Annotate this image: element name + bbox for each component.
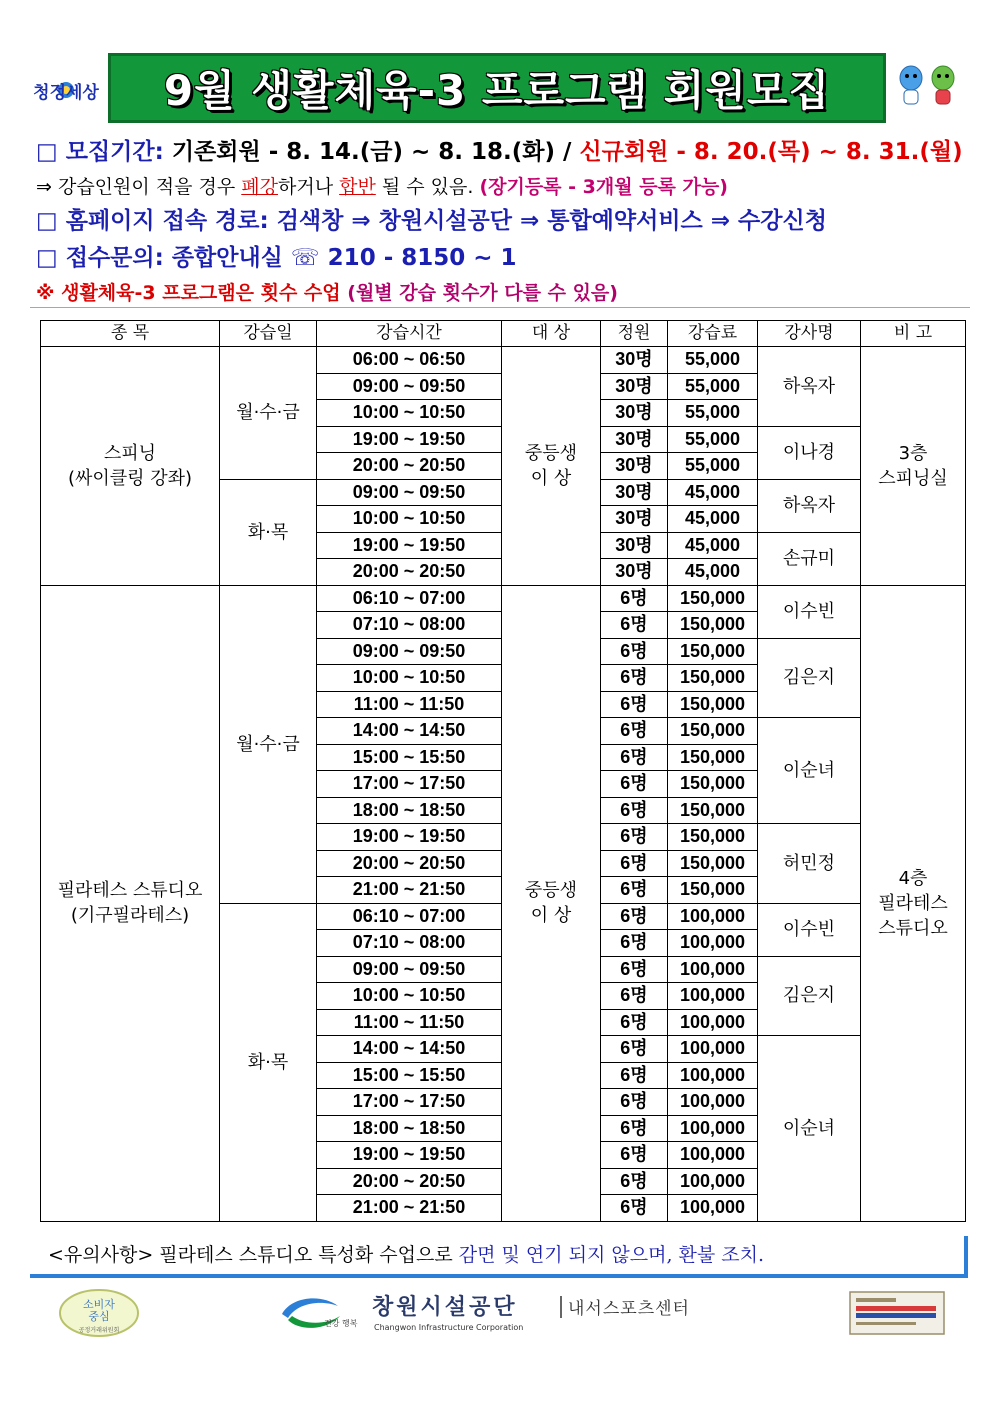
capacity: 6명: [601, 691, 668, 718]
capacity: 6명: [601, 1009, 668, 1036]
class-time: 10:00 ~ 10:50: [317, 400, 502, 427]
badge-sub: 공정거래위원회: [78, 1327, 120, 1334]
instructor: 하옥자: [758, 347, 861, 427]
recruit-period: □ 모집기간: 기존회원 - 8. 14.(금) ~ 8. 18.(화) / 신규회원 - 8. 20.(목) ~ 8. 31.(월): [36, 139, 963, 165]
class-time: 10:00 ~ 10:50: [317, 983, 502, 1010]
capacity: 6명: [601, 1115, 668, 1142]
badge-text-line2: 중심: [88, 1310, 110, 1323]
fee: 55,000: [668, 453, 758, 480]
class-time: 10:00 ~ 10:50: [317, 506, 502, 533]
capacity: 6명: [601, 983, 668, 1010]
col-header: 강습시간: [317, 321, 502, 347]
class-time: 14:00 ~ 14:50: [317, 718, 502, 745]
capacity: 6명: [601, 744, 668, 771]
class-time: 20:00 ~ 20:50: [317, 850, 502, 877]
fee: 150,000: [668, 638, 758, 665]
class-time: 06:10 ~ 07:00: [317, 585, 502, 612]
class-time: 14:00 ~ 14:50: [317, 1036, 502, 1063]
instructor: 이순녀: [758, 718, 861, 824]
class-time: 10:00 ~ 10:50: [317, 665, 502, 692]
fee: 150,000: [668, 744, 758, 771]
fee: 100,000: [668, 1195, 758, 1222]
fee: 45,000: [668, 506, 758, 533]
contact-info: □ 접수문의: 종합안내실 ☏ 210 - 8150 ~ 1: [36, 245, 517, 271]
org-name: 창원시설공단: [372, 1295, 518, 1320]
fee: 100,000: [668, 1009, 758, 1036]
capacity: 6명: [601, 1168, 668, 1195]
instructor: 이수빈: [758, 585, 861, 638]
class-time: 17:00 ~ 17:50: [317, 1089, 502, 1116]
table-row: [41, 347, 966, 374]
capacity: 6명: [601, 877, 668, 904]
fee: 150,000: [668, 585, 758, 612]
class-time: 11:00 ~ 11:50: [317, 1009, 502, 1036]
fee: 55,000: [668, 373, 758, 400]
fee: 55,000: [668, 347, 758, 374]
instructor: 허민정: [758, 824, 861, 904]
capacity: 30명: [601, 506, 668, 533]
capacity: 6명: [601, 665, 668, 692]
fee: 100,000: [668, 1062, 758, 1089]
fee: 150,000: [668, 612, 758, 639]
class-days: 월·수·금: [220, 347, 317, 480]
location-note: 4층 필라테스 스튜디오: [861, 585, 966, 1221]
instructor: 김은지: [758, 956, 861, 1036]
cheongjeong-logo: [30, 62, 102, 118]
notice-highlight: 감면 및 연기 되지 않으며, 환불 조치.: [458, 1244, 765, 1266]
program-name: 스피닝 (싸이클링 강좌): [41, 347, 220, 586]
class-time: 17:00 ~ 17:50: [317, 771, 502, 798]
fee: 100,000: [668, 1089, 758, 1116]
instructor: 손규미: [758, 532, 861, 585]
col-header: 강습일: [220, 321, 317, 347]
col-header: 비 고: [861, 321, 966, 347]
capacity: 6명: [601, 956, 668, 983]
class-time: 20:00 ~ 20:50: [317, 1168, 502, 1195]
schedule-table: [40, 320, 966, 1222]
capacity: 6명: [601, 771, 668, 798]
capacity: 6명: [601, 718, 668, 745]
fee: 45,000: [668, 559, 758, 586]
fee: 100,000: [668, 903, 758, 930]
capacity: 6명: [601, 903, 668, 930]
class-time: 11:00 ~ 11:50: [317, 691, 502, 718]
certification-badge: [848, 1290, 946, 1336]
program-name: 필라테스 스튜디오 (기구필라테스): [41, 585, 220, 1221]
page-title: 9월 생활체육-3 프로그램 회원모집: [163, 66, 831, 115]
fee: 100,000: [668, 930, 758, 957]
fee: 55,000: [668, 426, 758, 453]
target-group: 중등생 이 상: [502, 347, 601, 586]
capacity: 6명: [601, 797, 668, 824]
fee: 45,000: [668, 479, 758, 506]
left-logo-text: 청정세상: [33, 83, 99, 103]
class-time: 09:00 ~ 09:50: [317, 373, 502, 400]
fee: 150,000: [668, 718, 758, 745]
instructor: 이수빈: [758, 903, 861, 956]
class-time: 21:00 ~ 21:50: [317, 1195, 502, 1222]
class-time: 19:00 ~ 19:50: [317, 532, 502, 559]
class-time: 19:00 ~ 19:50: [317, 426, 502, 453]
fee: 150,000: [668, 771, 758, 798]
class-time: 19:00 ~ 19:50: [317, 824, 502, 851]
capacity: 30명: [601, 453, 668, 480]
capacity: 30명: [601, 559, 668, 586]
class-time: 07:10 ~ 08:00: [317, 930, 502, 957]
class-time: 15:00 ~ 15:50: [317, 1062, 502, 1089]
class-time: 21:00 ~ 21:50: [317, 877, 502, 904]
fee: 45,000: [668, 532, 758, 559]
fee: 150,000: [668, 691, 758, 718]
capacity: 6명: [601, 585, 668, 612]
col-header: 강사명: [758, 321, 861, 347]
fee: 100,000: [668, 983, 758, 1010]
fee: 100,000: [668, 1142, 758, 1169]
center-name: 내서스포츠센터: [568, 1299, 690, 1319]
class-time: 09:00 ~ 09:50: [317, 956, 502, 983]
class-time: 07:10 ~ 08:00: [317, 612, 502, 639]
fee: 100,000: [668, 1115, 758, 1142]
class-time: 18:00 ~ 18:50: [317, 797, 502, 824]
capacity: 6명: [601, 1142, 668, 1169]
class-size-note: ⇒ 강습인원이 적을 경우 폐강하거나 합반 될 수 있음. (장기등록 - 3개월 등록 가능): [36, 176, 728, 198]
fee: 100,000: [668, 1036, 758, 1063]
fee: 100,000: [668, 956, 758, 983]
capacity: 6명: [601, 1062, 668, 1089]
capacity: 30명: [601, 400, 668, 427]
capacity: 6명: [601, 612, 668, 639]
class-time: 19:00 ~ 19:50: [317, 1142, 502, 1169]
slogan-text: 건강 행복: [324, 1319, 358, 1328]
class-time: 18:00 ~ 18:50: [317, 1115, 502, 1142]
fee: 55,000: [668, 400, 758, 427]
homepage-path: □ 홈페이지 접속 경로: 검색창 ⇒ 창원시설공단 ⇒ 통합예약서비스 ⇒ 수강신청: [36, 208, 827, 234]
table-header-row: [41, 321, 966, 347]
table-row: [41, 585, 966, 612]
consumer-centered-badge: [58, 1288, 140, 1338]
capacity: 6명: [601, 850, 668, 877]
class-time: 06:10 ~ 07:00: [317, 903, 502, 930]
class-time: 09:00 ~ 09:50: [317, 638, 502, 665]
capacity: 6명: [601, 1036, 668, 1063]
col-header: 종 목: [41, 321, 220, 347]
fee: 150,000: [668, 824, 758, 851]
location-note: 3층 스피닝실: [861, 347, 966, 586]
info-section: [36, 134, 966, 309]
col-header: 정원: [601, 321, 668, 347]
col-header: 강습료: [668, 321, 758, 347]
badge-text-line1: 소비자: [83, 1298, 115, 1311]
capacity: 30명: [601, 532, 668, 559]
capacity: 30명: [601, 373, 668, 400]
org-english: Changwon Infrastructure Corporation: [374, 1323, 524, 1332]
instructor: 김은지: [758, 638, 861, 718]
changwon-corp-logo: [278, 1288, 718, 1338]
title-banner: [108, 53, 886, 123]
capacity: 6명: [601, 824, 668, 851]
class-days: 화·목: [220, 903, 317, 1221]
class-time: 06:00 ~ 06:50: [317, 347, 502, 374]
target-group: 중등생 이 상: [502, 585, 601, 1221]
capacity: 6명: [601, 1195, 668, 1222]
class-days: 화·목: [220, 479, 317, 585]
capacity: 30명: [601, 426, 668, 453]
fee: 100,000: [668, 1168, 758, 1195]
fee: 150,000: [668, 850, 758, 877]
class-time: 20:00 ~ 20:50: [317, 453, 502, 480]
class-time: 15:00 ~ 15:50: [317, 744, 502, 771]
capacity: 6명: [601, 930, 668, 957]
class-time: 09:00 ~ 09:50: [317, 479, 502, 506]
fee: 150,000: [668, 665, 758, 692]
session-warning: ※ 생활체육-3 프로그램은 횟수 수업 (월별 강습 횟수가 다를 수 있음): [36, 282, 618, 304]
notice-text: <유의사항> 필라테스 스튜디오 특성화 수업으로: [48, 1244, 459, 1266]
instructor: 하옥자: [758, 479, 861, 532]
mascot-icon: [893, 60, 963, 108]
instructor: 이순녀: [758, 1036, 861, 1222]
class-days: 월·수·금: [220, 585, 317, 903]
instructor: 이나경: [758, 426, 861, 479]
notice-box: [30, 1236, 968, 1278]
divider: [30, 307, 970, 308]
capacity: 6명: [601, 638, 668, 665]
fee: 150,000: [668, 877, 758, 904]
class-time: 20:00 ~ 20:50: [317, 559, 502, 586]
fee: 150,000: [668, 797, 758, 824]
capacity: 6명: [601, 1089, 668, 1116]
capacity: 30명: [601, 479, 668, 506]
col-header: 대 상: [502, 321, 601, 347]
capacity: 30명: [601, 347, 668, 374]
